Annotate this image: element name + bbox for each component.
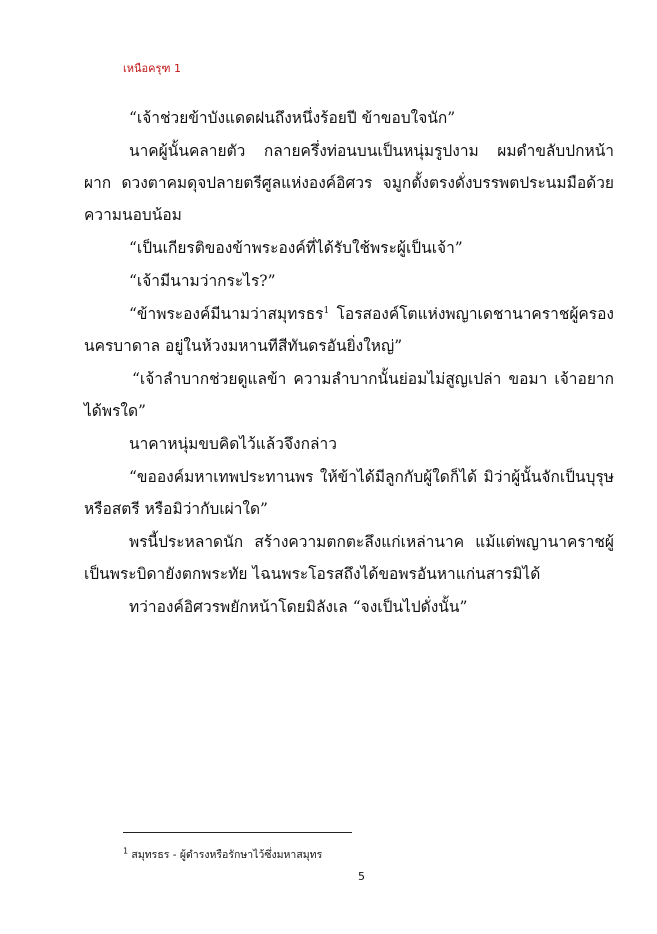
- footnote-text: สมุทรธร - ผู้ดำรงหรือรักษาไว้ซึ่งมหาสมุทร: [128, 849, 323, 861]
- paragraph-6: “เจ้าลำบากช่วยดูแลข้า ความลำบากนั้นย่อมไม่สูญเปล่า ขอมา เจ้าอยากได้พรใด”: [84, 370, 614, 420]
- running-header: เหนือครุฑ 1: [123, 62, 182, 75]
- footnote-ref-1: 1: [323, 305, 330, 316]
- paragraph-2: นาคผู้นั้นคลายตัว กลายครึ่งท่อนบนเป็นหนุ่มรูปงาม ผมดำขลับปกหน้าผาก ดวงตาคมดุจปลายตรีศูลแห่งองค์อิศวร จมูกตั้งตรงดั่งบรรพตประนมมือด้วยความนอบน้อม: [84, 142, 614, 224]
- paragraph-10: ทว่าองค์อิศวรพยักหน้าโดยมิลังเล “จงเป็นไปดั่งนั้น”: [129, 598, 468, 616]
- paragraph-5-start: “ข้าพระองค์มีนามว่าสมุทรธร: [129, 305, 324, 323]
- footnote: [123, 846, 322, 863]
- paragraph-5: [84, 298, 614, 362]
- paragraph-3: “เป็นเกียรติของข้าพระองค์ที่ได้รับใช้พระผู้เป็นเจ้า”: [129, 239, 463, 257]
- footnote-separator: [123, 832, 352, 833]
- paragraph-4: “เจ้ามีนามว่ากระไร?”: [129, 272, 276, 290]
- paragraph-9: พรนี้ประหลาดนัก สร้างความตกตะลึงแก่เหล่านาค แม้แต่พญานาคราชผู้เป็นพระบิดายังตกพระทัย ไฉนพระโอรสถึงได้ขอพรอันหาแก่นสารมิได้: [84, 533, 614, 583]
- page-number: 5: [358, 870, 365, 883]
- footnote-marker: 1: [123, 846, 129, 856]
- paragraph-5-end: โอรสองค์โตแห่งพญาเดชานาคราชผู้ครองนครบาดาล อยู่ในห้วงมหานทีสีทันดรอันยิ่งใหญ่”: [84, 305, 614, 355]
- paragraph-1: “เจ้าช่วยข้าบังแดดฝนถึงหนึ่งร้อยปี ข้าขอบใจนัก”: [129, 109, 456, 127]
- paragraph-8: “ขอองค์มหาเทพประทานพร ให้ข้าได้มีลูกกับผู้ใดก็ได้ มิว่าผู้นั้นจักเป็นบุรุษหรือสตรี หรือมิว่ากับเผ่าใด”: [84, 468, 614, 518]
- paragraph-7: นาคาหนุ่มขบคิดไว้แล้วจึงกล่าว: [129, 435, 337, 453]
- page-body: [84, 102, 614, 624]
